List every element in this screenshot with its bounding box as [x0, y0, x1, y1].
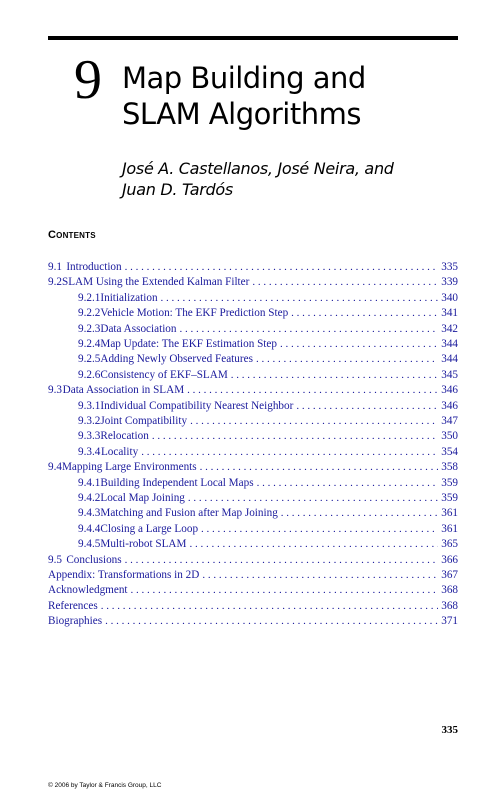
toc-entry-title[interactable]: Consistency of EKF–SLAM	[100, 368, 228, 381]
toc-entry-page[interactable]: 368	[441, 599, 458, 612]
toc-entry[interactable]	[48, 553, 458, 568]
toc-entry-number: 9.3	[48, 384, 62, 397]
toc-entry[interactable]	[78, 337, 458, 352]
toc-dot-leader	[152, 429, 438, 444]
toc-dot-leader	[200, 460, 439, 475]
toc-dot-leader	[189, 537, 438, 552]
toc-entry-title[interactable]: Map Update: The EKF Estimation Step	[100, 338, 277, 350]
authors-line2: Juan D. Tardós	[122, 180, 233, 199]
toc-dot-leader	[202, 568, 438, 583]
toc-entry-number: 9.5	[48, 553, 62, 566]
toc-entry[interactable]	[48, 260, 458, 275]
page-number: 335	[441, 724, 458, 736]
toc-entry-number: 9.2.4	[78, 338, 101, 350]
toc-entry[interactable]	[48, 599, 458, 614]
toc-dot-leader	[161, 291, 439, 306]
toc-entry-page[interactable]: 367	[441, 569, 458, 581]
toc-dot-leader	[291, 306, 438, 321]
toc-entry-page[interactable]: 341	[441, 307, 458, 320]
toc-entry[interactable]	[78, 445, 458, 460]
toc-entry[interactable]	[78, 506, 458, 521]
toc-dot-leader	[257, 476, 439, 491]
chapter-title	[122, 60, 452, 132]
toc-entry-title[interactable]: Individual Compatibility Nearest Neighbor	[100, 399, 294, 412]
toc-entry-number: 9.2	[48, 276, 62, 289]
toc-entry-page[interactable]: 361	[441, 507, 458, 520]
toc-entry-title[interactable]: Biographies	[48, 615, 103, 628]
toc-entry-title[interactable]: Vehicle Motion: The EKF Prediction Step	[100, 307, 289, 320]
toc-dot-leader	[125, 260, 439, 275]
toc-entry-page[interactable]: 346	[441, 399, 458, 412]
toc-entry-number: 9.4.2	[78, 492, 101, 504]
toc-entry[interactable]	[78, 491, 458, 506]
toc-entry[interactable]	[78, 537, 458, 552]
toc-entry-page[interactable]: 354	[441, 445, 458, 458]
toc-entry-title[interactable]: Matching and Fusion after Map Joining	[100, 507, 278, 520]
toc-entry-number: 9.3.4	[78, 445, 101, 458]
toc-entry-page[interactable]: 361	[441, 522, 458, 535]
toc-entry-title[interactable]: Closing a Large Loop	[100, 522, 199, 535]
toc-entry-title[interactable]: Introduction	[66, 261, 122, 273]
toc-entry[interactable]	[48, 568, 458, 583]
toc-dot-leader	[252, 275, 438, 290]
toc-entry-page[interactable]: 359	[441, 492, 458, 504]
toc-entry-title[interactable]: Mapping Large Environments	[61, 461, 197, 474]
toc-entry-title[interactable]: Relocation	[100, 430, 149, 443]
toc-entry[interactable]	[78, 306, 458, 321]
toc-entry-number: 9.4.4	[78, 522, 101, 535]
toc-entry-title[interactable]: Multi-robot SLAM	[100, 538, 187, 551]
toc-dot-leader	[201, 522, 438, 537]
toc-entry-number: 9.2.3	[78, 322, 101, 335]
chapter-title-line2: SLAM Algorithms	[122, 97, 361, 131]
toc-entry[interactable]	[78, 414, 458, 429]
contents-heading: Contents	[48, 229, 96, 241]
toc-entry-title[interactable]: Acknowledgment	[48, 584, 128, 597]
toc-entry[interactable]	[78, 476, 458, 491]
toc-entry-title[interactable]: Joint Compatibility	[100, 415, 188, 427]
toc-entry-number: 9.3.1	[78, 399, 101, 412]
toc-dot-leader	[141, 445, 438, 460]
toc-entry-number: 9.2.1	[78, 291, 101, 304]
toc-entry-number: 9.4	[48, 461, 62, 474]
toc-entry[interactable]	[48, 383, 458, 398]
toc-dot-leader	[190, 414, 438, 429]
toc-entry-page[interactable]: 359	[441, 476, 458, 489]
toc-entry-page[interactable]: 346	[441, 384, 458, 397]
chapter-number: 9	[74, 49, 102, 111]
toc-entry-number: 9.4.1	[78, 476, 101, 489]
toc-dot-leader	[180, 322, 439, 337]
chapter-title-line1: Map Building and	[122, 61, 366, 95]
toc-entry-title[interactable]: Adding Newly Observed Features	[100, 353, 253, 366]
toc-dot-leader	[280, 337, 438, 352]
toc-entry-title[interactable]: Local Map Joining	[100, 492, 185, 504]
chapter-authors	[122, 158, 452, 200]
toc-entry-title[interactable]: References	[48, 599, 98, 612]
toc-entry[interactable]	[78, 399, 458, 414]
toc-entry-title[interactable]: SLAM Using the Extended Kalman Filter	[61, 276, 250, 289]
toc-entry-number: 9.2.6	[78, 368, 101, 381]
toc-entry[interactable]	[78, 368, 458, 383]
toc-entry-page[interactable]: 358	[441, 461, 458, 474]
toc-entry[interactable]	[48, 583, 458, 598]
toc-entry-number: 9.4.5	[78, 538, 101, 551]
toc-entry-title[interactable]: Building Independent Local Maps	[100, 476, 254, 489]
toc-entry-title[interactable]: Data Association in SLAM	[62, 384, 185, 397]
toc-entry-title[interactable]: Locality	[100, 445, 139, 458]
toc-dot-leader	[125, 553, 439, 568]
toc-dot-leader	[281, 506, 438, 521]
toc-entry-number: 9.3.3	[78, 430, 101, 443]
toc-entry-title[interactable]: Conclusions	[66, 553, 122, 566]
toc-dot-leader	[188, 491, 438, 506]
toc-dot-leader	[256, 352, 438, 367]
toc-dot-leader	[296, 399, 438, 414]
toc-entry-number: 9.1	[48, 261, 62, 273]
toc-dot-leader	[131, 583, 439, 598]
toc-dot-leader	[231, 368, 438, 383]
authors-line1: José A. Castellanos, José Neira, and	[122, 159, 394, 178]
toc-entry[interactable]	[78, 522, 458, 537]
toc-entry-number: 9.2.5	[78, 353, 101, 366]
toc-entry[interactable]	[48, 275, 458, 290]
toc-entry-page[interactable]: 347	[441, 415, 458, 427]
copyright-notice: © 2006 by Taylor & Francis Group, LLC	[48, 782, 162, 789]
toc-entry-page[interactable]: 339	[441, 276, 458, 289]
toc-entry[interactable]	[78, 291, 458, 306]
toc-entry-page[interactable]: 365	[441, 538, 458, 551]
toc-entry-title[interactable]: Appendix: Transformations in 2D	[48, 569, 200, 581]
toc-dot-leader	[187, 383, 438, 398]
toc-entry-page[interactable]: 340	[441, 291, 458, 304]
toc-entry-page[interactable]: 344	[441, 353, 458, 366]
toc-dot-leader	[101, 599, 439, 614]
toc-entry[interactable]	[48, 614, 458, 629]
toc-entry-page[interactable]: 366	[441, 553, 458, 566]
toc-entry-number: 9.3.2	[78, 415, 101, 427]
toc-entry[interactable]	[78, 352, 458, 367]
chapter-rule	[48, 36, 458, 40]
toc-entry-page[interactable]: 342	[441, 322, 458, 335]
toc-entry-page[interactable]: 350	[441, 430, 458, 443]
toc-entry-title[interactable]: Data Association	[100, 322, 177, 335]
toc-entry-page[interactable]: 344	[441, 338, 458, 350]
toc-entry[interactable]	[48, 460, 458, 475]
toc-entry-number: 9.4.3	[78, 507, 101, 520]
toc-entry-page[interactable]: 335	[441, 261, 458, 273]
toc-entry-number: 9.2.2	[78, 307, 101, 320]
toc-entry-page[interactable]: 368	[441, 584, 458, 597]
toc-entry[interactable]	[78, 322, 458, 337]
toc-entry-page[interactable]: 345	[441, 368, 458, 381]
toc-entry[interactable]	[78, 429, 458, 444]
toc-entry-title[interactable]: Initialization	[100, 291, 158, 304]
toc-dot-leader	[105, 614, 438, 629]
toc-entry-page[interactable]: 371	[441, 615, 458, 628]
